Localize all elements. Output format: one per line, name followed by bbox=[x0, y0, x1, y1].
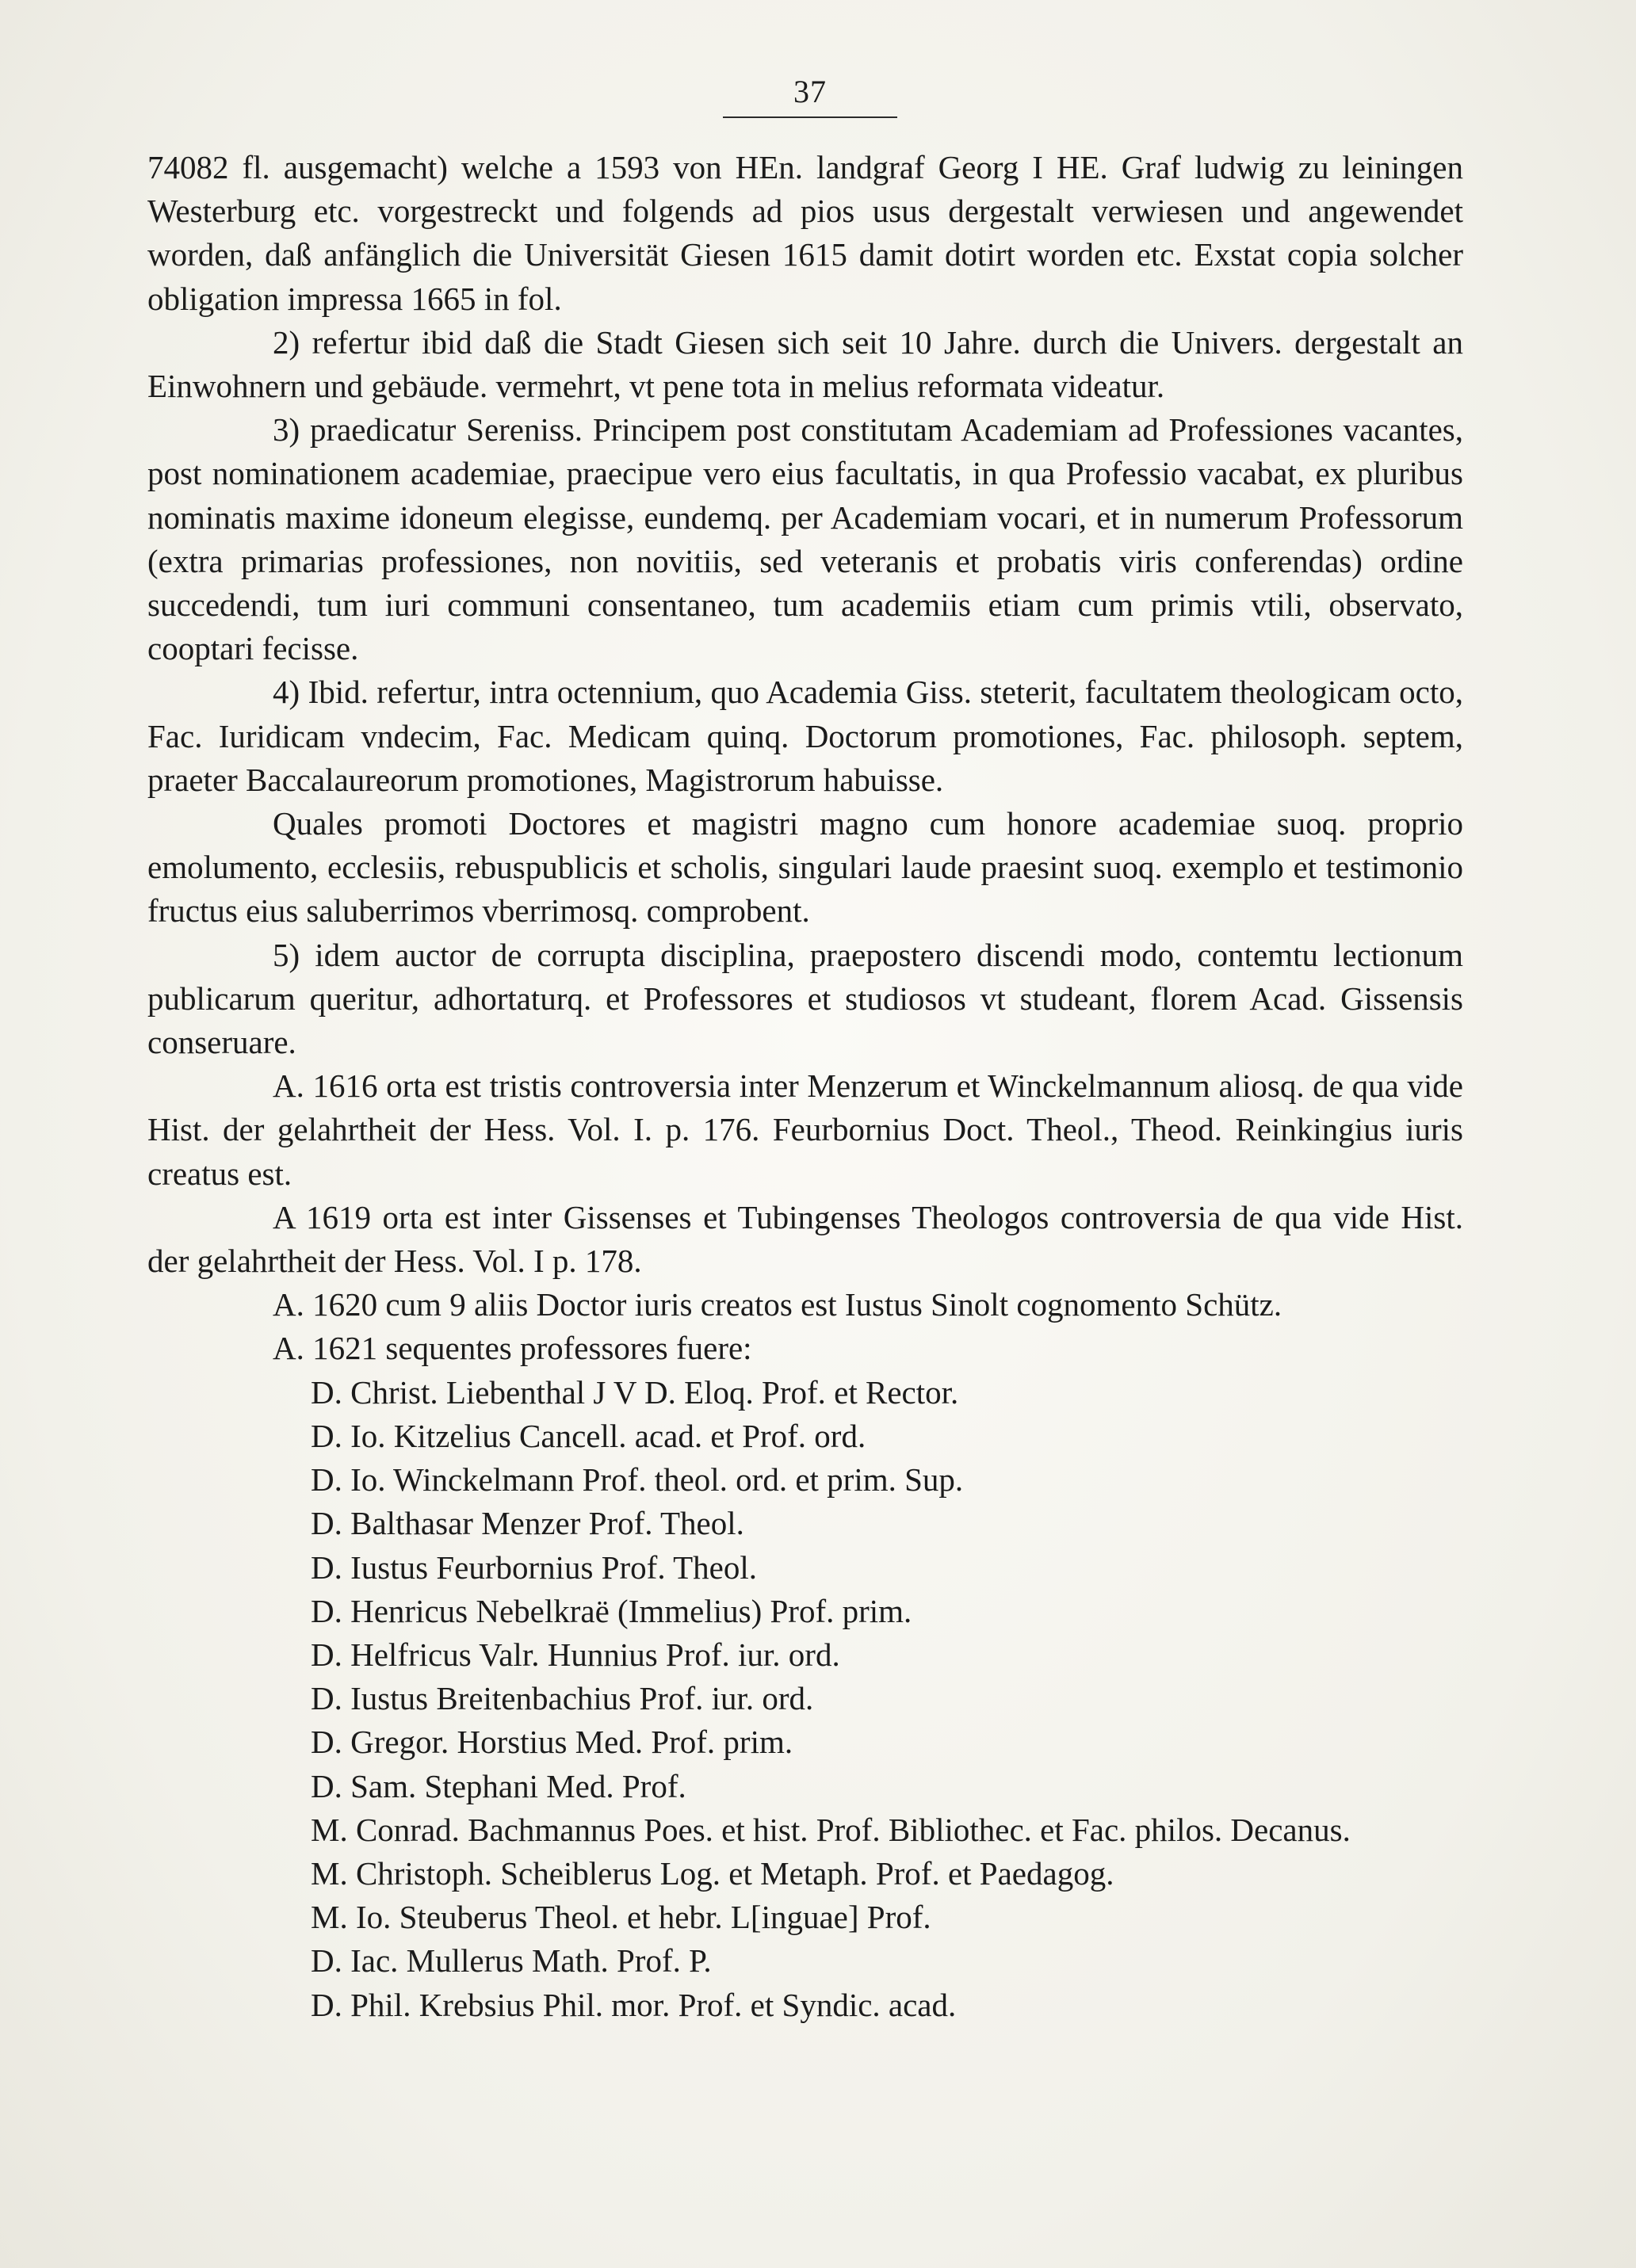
paragraph-10: A. 1621 sequentes professores fuere: bbox=[273, 1330, 752, 1367]
list-item: D. Iac. Mullerus Math. Prof. P. bbox=[311, 1942, 712, 1980]
paragraph-5: Quales promoti Doctores et magistri magno cum honore academiae suoq. proprio emolumento, ecclesiis, rebuspublicis et scholis, singulari laude praesint suoq. exemplo et testimonio fructus eius saluberrimos vberrimosq. comprobent. bbox=[147, 805, 1463, 930]
paragraph-2: 2) refertur ibid daß die Stadt Giesen sich seit 10 Jahre. durch die Univers. dergestalt an Einwohnern und gebäude. vermehrt, vt pene tota in melius reformata videatur. bbox=[147, 323, 1463, 405]
paragraph-9: A. 1620 cum 9 aliis Doctor iuris creatos est Iustus Sinolt cognomento Schütz. bbox=[273, 1286, 1282, 1323]
body-text bbox=[147, 146, 1463, 2027]
professor-list bbox=[147, 1371, 1463, 2027]
list-item: D. Iustus Feurbornius Prof. Theol. bbox=[311, 1548, 757, 1586]
list-item: D. Gregor. Horstius Med. Prof. prim. bbox=[311, 1724, 793, 1761]
list-item: M. Conrad. Bachmannus Poes. et hist. Prof. Bibliothec. et Fac. philos. Decanus. bbox=[311, 1811, 1351, 1848]
page-number: 37 bbox=[793, 74, 827, 109]
list-item: D. Iustus Breitenbachius Prof. iur. ord. bbox=[311, 1680, 814, 1717]
list-item: D. Sam. Stephani Med. Prof. bbox=[311, 1767, 686, 1804]
list-item: D. Io. Kitzelius Cancell. acad. et Prof. ord. bbox=[311, 1417, 866, 1454]
paragraph-8: A 1619 orta est inter Gissenses et Tubingenses Theologos controversia de qua vide Hist. der gelahrtheit der Hess. Vol. I p. 178. bbox=[147, 1198, 1463, 1280]
paragraph-7: A. 1616 orta est tristis controversia inter Menzerum et Winckelmannum aliosq. de qua vide Hist. der gelahrtheit der Hess. Vol. I. p. 176. Feurbornius Doct. Theol., Theod. Reinkingius iuris creatus est. bbox=[147, 1067, 1463, 1192]
list-item: D. Christ. Liebenthal J V D. Eloq. Prof. et Rector. bbox=[311, 1373, 959, 1411]
page-number-rule bbox=[723, 116, 897, 118]
list-item: D. Henricus Nebelkraë (Immelius) Prof. prim. bbox=[311, 1592, 912, 1629]
paragraph-1: 74082 fl. ausgemacht) welche a 1593 von HEn. landgraf Georg I HE. Graf ludwig zu leiningen Westerburg etc. vorgestreckt und folgends ad pios usus dergestalt verwiesen und angewendet worden, daß anfänglich die Universität Giesen 1615 damit dotirt worden etc. Exstat copia solcher obligation impressa 1665 in fol. bbox=[147, 149, 1463, 317]
paragraph-4: 4) Ibid. refertur, intra octennium, quo Academia Giss. steterit, facultatem theologicam octo, Fac. Iuridicam vndecim, Fac. Medicam quinq. Doctorum promotiones, Fac. philosoph. septem, praeter Baccalaureorum promotiones, Magistrorum habuisse. bbox=[147, 674, 1463, 798]
list-item: D. Helfricus Valr. Hunnius Prof. iur. ord. bbox=[311, 1636, 840, 1673]
list-item: D. Phil. Krebsius Phil. mor. Prof. et Syndic. acad. bbox=[311, 1986, 957, 2023]
list-item: D. Balthasar Menzer Prof. Theol. bbox=[311, 1505, 744, 1542]
list-item: M. Christoph. Scheiblerus Log. et Metaph. Prof. et Paedagog. bbox=[311, 1854, 1114, 1892]
list-item: D. Io. Winckelmann Prof. theol. ord. et prim. Sup. bbox=[311, 1461, 964, 1499]
paragraph-6: 5) idem auctor de corrupta disciplina, praepostero discendi modo, contemtu lectionum publicarum queritur, adhortaturq. et Professores et studiosos vt studeant, florem Acad. Gissensis conseruare. bbox=[147, 936, 1463, 1061]
paragraph-3: 3) praedicatur Sereniss. Principem post constitutam Academiam ad Professiones vacantes, post nominationem academiae, praecipue vero eius facultatis, in qua Professio vacabat, ex pluribus nominatis maxime idoneum elegisse, eundemq. per Academiam vocari, et in numerum Professorum (extra primarias professiones, non novitiis, sed veteranis et probatis viris conferendas) ordine succedendi, tum iuri communi consentaneo, tum academiis etiam cum primis vtili, observato, cooptari fecisse. bbox=[147, 411, 1463, 667]
list-item: M. Io. Steuberus Theol. et hebr. L[inguae] Prof. bbox=[311, 1899, 931, 1936]
